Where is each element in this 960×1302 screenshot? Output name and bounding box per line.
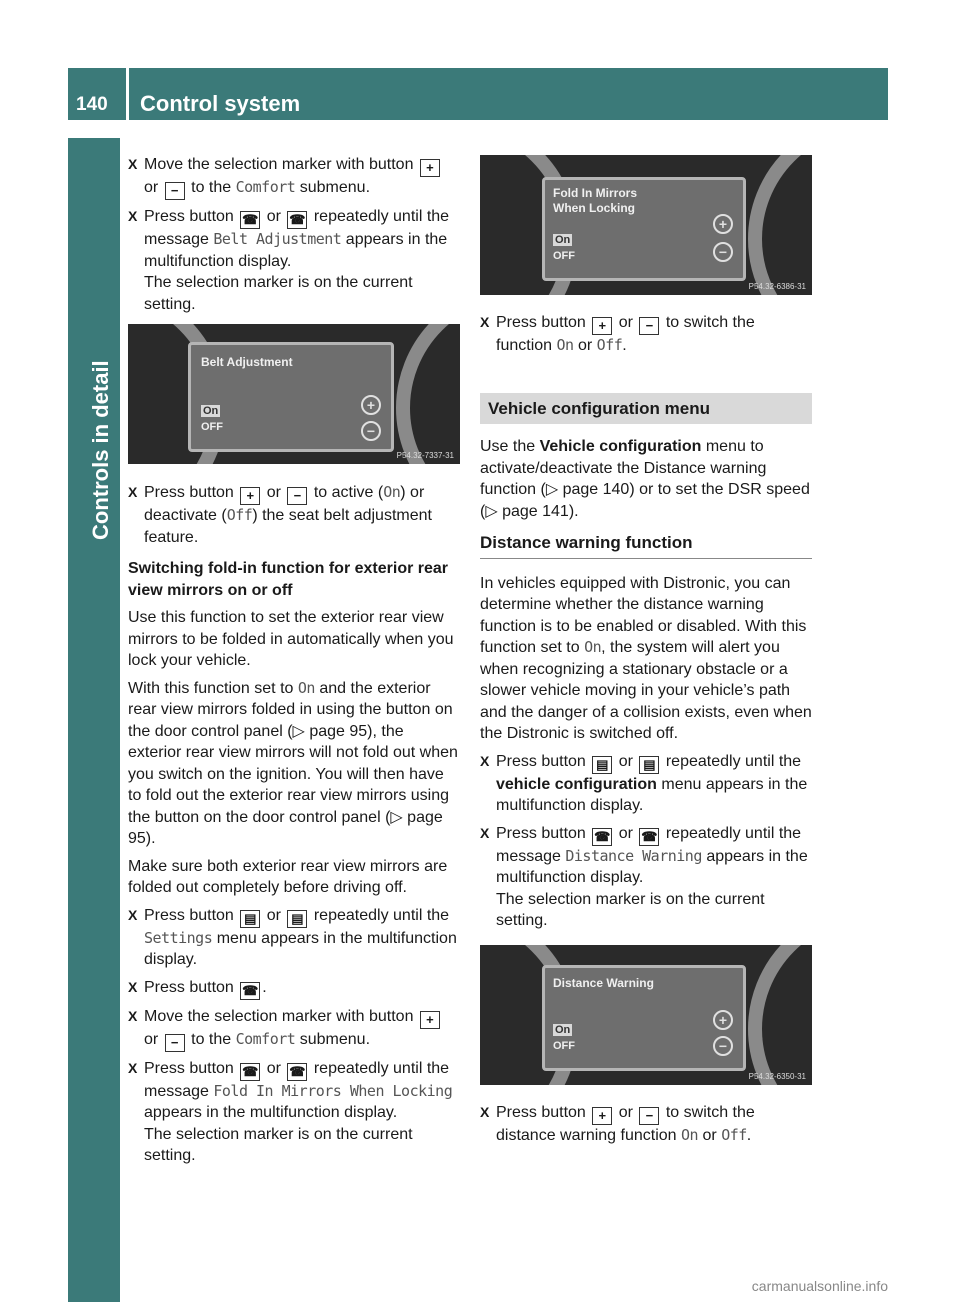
step-icon: X (128, 208, 138, 224)
step-icon: X (128, 1059, 138, 1076)
phone-on-icon: ☎ (594, 828, 611, 844)
display-screen: Distance Warning On OFF + − (542, 965, 746, 1071)
step-switch-function: X Press button + or − to switch the function On or Off. (480, 314, 755, 354)
left-column (128, 154, 460, 321)
page-number: 140 (76, 94, 108, 115)
phone-off-icon: ☎ (289, 1063, 306, 1079)
menu-prev-icon: ▤ (639, 756, 659, 774)
paragraph: Use the Vehicle configuration menu to activate/deactivate the Distance warning function (▷ page 140) or to set the DSR speed (▷ page 141). (480, 438, 810, 520)
minus-icon: − (287, 487, 307, 505)
minus-icon: − (713, 1036, 733, 1056)
display-screen: Fold In Mirrors When Locking On OFF + − (542, 177, 746, 281)
plus-icon: + (592, 317, 612, 335)
right-column (480, 312, 812, 938)
paragraph: With this function set to On and the exterior rear view mirrors folded in using the button on the door control panel (▷ page 95), the exterior rear view mirrors will not fold out when you switch on the ignition. You will then have to fold out the exterior rear view mirrors using the button on the door control panel (▷ page 95). (128, 678, 458, 847)
right-column-lower (480, 1102, 812, 1153)
step-switch-distance-warning: X Press button + or − to switch the distance warning function On or Off. (480, 1104, 755, 1144)
phone-on-icon: ☎ (242, 1063, 259, 1079)
paragraph: Use this function to set the exterior rear view mirrors to be folded in automatically when you lock your vehicle. (128, 609, 454, 669)
watermark: carmanualsonline.info (751, 1278, 888, 1294)
left-column-lower (128, 482, 460, 1173)
menu-next-icon: ▤ (592, 756, 612, 774)
step-settings-menu: X Press button ▤ or ▤ repeatedly until the Settings menu appears in the multifunction display. (128, 906, 457, 968)
header-divider (126, 68, 129, 120)
gauge-right (748, 945, 812, 1085)
step-press-button: X Press button ☎ . (128, 978, 267, 998)
side-tab (68, 138, 120, 1302)
figure-belt-adjustment: Belt Adjustment On OFF + − P54.32-7337-31 (128, 324, 460, 464)
step-icon: X (128, 484, 138, 500)
plus-icon: + (713, 1010, 733, 1030)
figure-fold-mirrors: Fold In Mirrors When Locking On OFF + − P54.32-6386-31 (480, 155, 812, 295)
page-title: Control system (140, 91, 301, 116)
figure-distance-warning: Distance Warning On OFF + − P54.32-6350-31 (480, 945, 812, 1085)
plus-icon: + (240, 487, 260, 505)
step-vehicle-config-menu: X Press button ▤ or ▤ repeatedly until the vehicle configuration menu appears in the multifunction display. (480, 752, 808, 814)
plus-icon: + (420, 159, 440, 177)
step-icon: X (128, 156, 138, 172)
gauge-right (748, 155, 812, 295)
minus-icon: − (713, 242, 733, 262)
step-icon: X (480, 1104, 490, 1120)
subsection-heading: Distance warning function (480, 532, 812, 559)
display-screen: Belt Adjustment On OFF + − (188, 342, 394, 452)
plus-icon: + (592, 1107, 612, 1125)
phone-on-icon: ☎ (242, 212, 259, 227)
paragraph: In vehicles equipped with Distronic, you can determine whether the distance warning function is to be enabled or disabled. With this function set to On, the system will alert you when recognizing a stationary obstacle or a slower vehicle moving in your vehicle’s path and the danger of a collision exists, even when the Distronic is switched off. (480, 574, 812, 742)
step-belt-toggle: X Press button + or − to active (On) or deactivate (Off) the seat belt adjustment feature. (128, 483, 432, 546)
gauge-right (396, 324, 460, 464)
section-heading: Vehicle configuration menu (480, 393, 812, 425)
phone-off-icon: ☎ (641, 828, 658, 844)
minus-icon: − (639, 1107, 659, 1125)
step-move-marker: X Move the selection marker with button + or − to the Comfort submenu. (128, 154, 460, 200)
step-icon: X (480, 824, 490, 841)
minus-icon: − (165, 182, 185, 200)
arrow-icon: ▷ (390, 808, 403, 826)
plus-icon: + (361, 395, 381, 415)
menu-next-icon: ▤ (240, 910, 260, 928)
minus-icon: − (639, 317, 659, 335)
arrow-icon: ▷ (545, 481, 559, 498)
plus-icon: + (713, 214, 733, 234)
step-icon: X (128, 978, 138, 995)
paragraph: Make sure both exterior rear view mirrors are folded out completely before driving off. (128, 857, 448, 896)
section-subheading: Switching fold-in function for exterior rear view mirrors on or off (128, 560, 449, 599)
step-icon: X (480, 752, 490, 769)
step-icon: X (480, 314, 490, 330)
step-distance-warning: X Press button ☎ or ☎ repeatedly until the message Distance Warning appears in the multifunction display. The selection marker is on the current setting. (480, 824, 808, 929)
page-header (68, 68, 888, 120)
step-belt-adjustment: X Press button ☎ or ☎ repeatedly until the message Belt Adjustment appears in the multifunction display. The selection marker is on the current setting. (128, 208, 450, 313)
plus-icon: + (420, 1011, 440, 1029)
step-icon: X (128, 906, 138, 923)
phone-off-icon: ☎ (289, 212, 306, 227)
minus-icon: − (165, 1034, 185, 1052)
menu-prev-icon: ▤ (287, 910, 307, 928)
phone-on-icon: ☎ (242, 982, 259, 998)
minus-icon: − (361, 421, 381, 441)
step-move-marker-2: X Move the selection marker with button + or − to the Comfort submenu. (128, 1006, 460, 1052)
step-fold-mirrors: X Press button ☎ or ☎ repeatedly until the message Fold In Mirrors When Locking appears in the multifunction display. The selection marker is on the current setting. (128, 1059, 453, 1164)
side-tab-label: Controls in detail (88, 360, 113, 540)
arrow-icon: ▷ (292, 722, 305, 740)
step-icon: X (128, 1007, 138, 1024)
arrow-icon: ▷ (485, 502, 498, 520)
